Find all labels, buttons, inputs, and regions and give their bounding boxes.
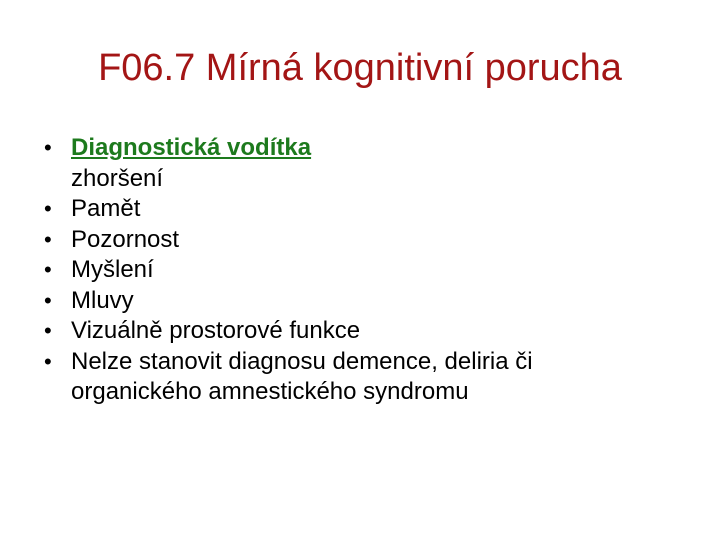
bullet-text: Pamět [71,195,141,222]
bullet-icon: • [44,196,52,221]
bullet-text: Pozornost [71,225,180,253]
bullet-text: Myšlení [71,256,154,283]
bullet-item-visuospatial [44,316,684,347]
bullet-icon: • [44,226,52,252]
slide-title: F06.7 Mírná kognitivní porucha [98,47,622,89]
bullet-icon: • [44,318,52,343]
bullet-item-thinking [44,255,684,286]
bullet-text: Mluvy [71,286,134,314]
bullet-text: Vizuálně prostorové funkce [71,317,361,344]
bullet-item-exclusion [44,347,684,408]
bullet-item-speech [44,286,684,317]
bullet-icon: • [44,135,52,160]
bullet-item-diagnostic-guidelines [44,133,684,194]
bullet-text-line-2: organického amnestického syndromu [71,378,469,405]
bullet-item-attention [44,225,684,256]
bullet-icon: • [44,257,52,282]
diagnostic-guidelines-continuation: zhoršení [71,164,164,192]
diagnostic-guidelines-heading: Diagnostická vodítka [71,134,312,161]
bullet-icon: • [44,348,52,374]
bullet-icon: • [44,287,52,313]
bullet-text-line-1: Nelze stanovit diagnosu demence, deliria či [71,347,533,375]
bullet-item-memory [44,194,684,225]
bullet-list [44,133,684,408]
